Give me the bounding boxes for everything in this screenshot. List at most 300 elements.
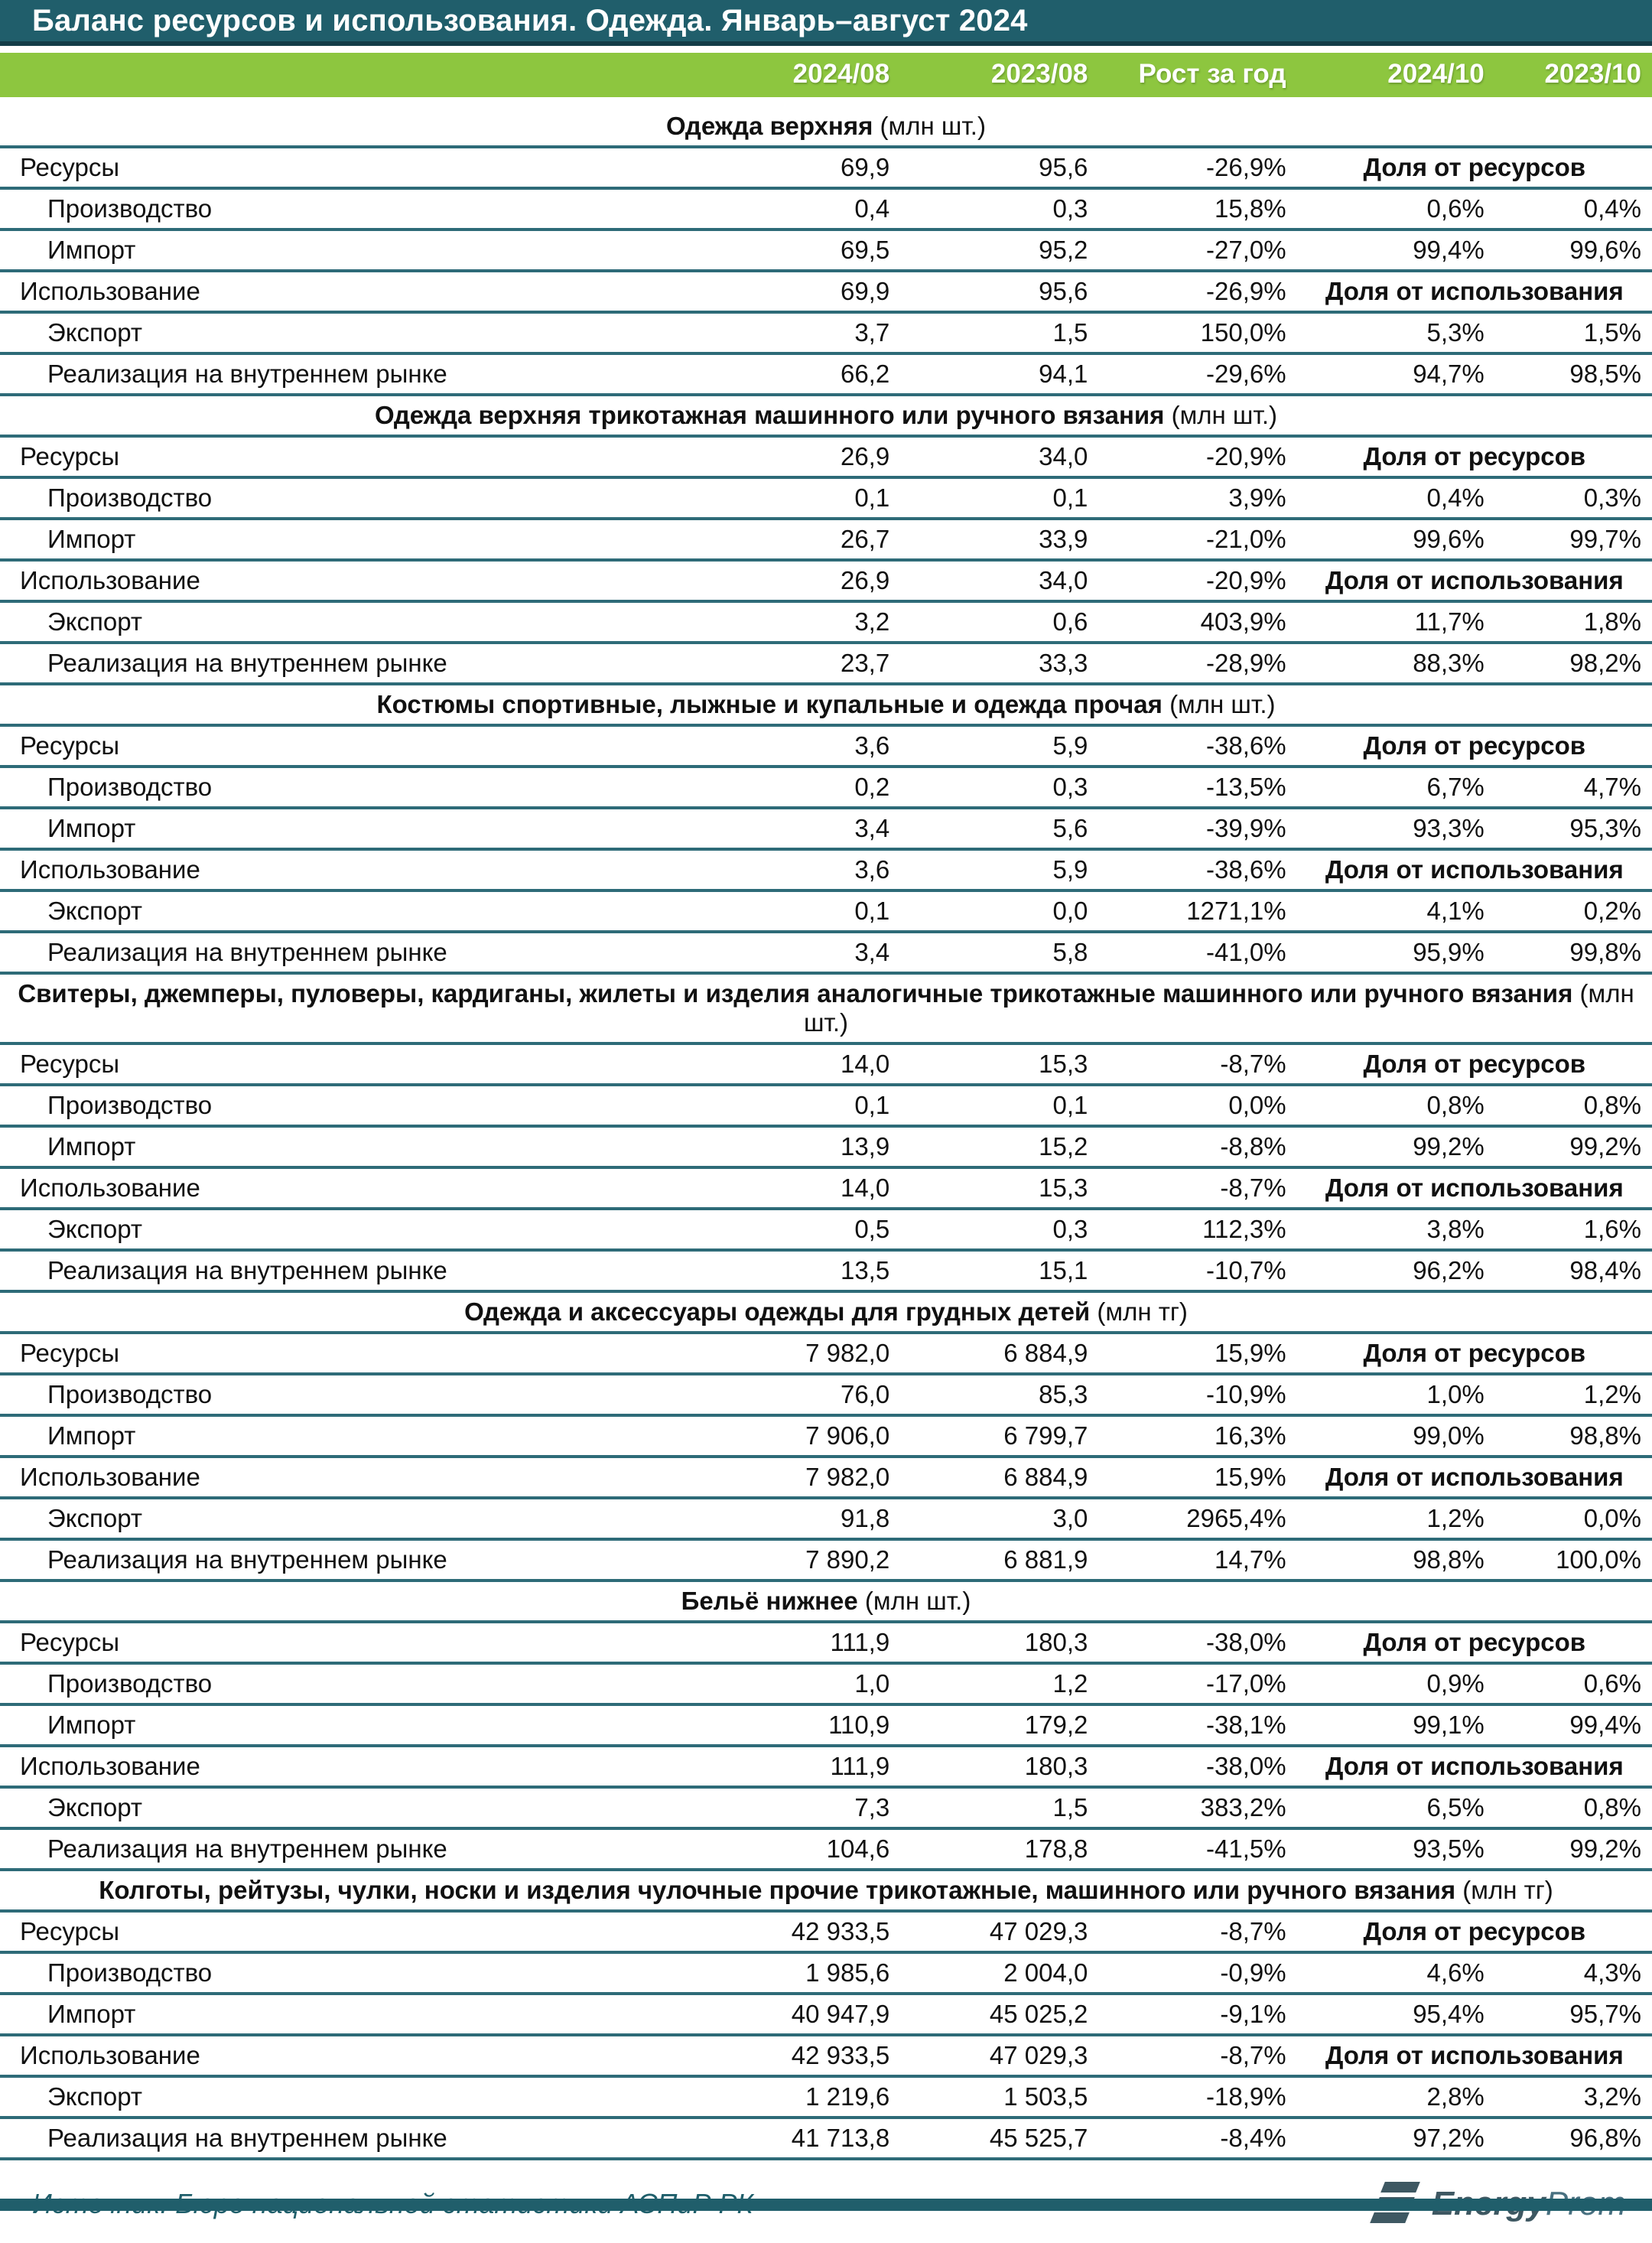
value-2024-08: 14,0 bbox=[840, 1050, 890, 1078]
growth-year-value: 15,9% bbox=[1215, 1339, 1286, 1367]
table-row bbox=[0, 643, 1652, 684]
share-2023-10: 0,8% bbox=[1583, 1793, 1641, 1821]
value-2023-08: 180,3 bbox=[1024, 1752, 1088, 1780]
row-label: Реализация на внутреннем рынке bbox=[47, 2124, 447, 2152]
value-2024-08: 3,7 bbox=[854, 318, 890, 347]
share-2023-10: 4,3% bbox=[1583, 1958, 1641, 1987]
growth-year-value: -8,7% bbox=[1220, 2041, 1286, 2069]
share-2024-10: 6,7% bbox=[1426, 773, 1485, 801]
row-label: Производство bbox=[47, 1380, 213, 1408]
section-title-row bbox=[0, 1291, 1652, 1333]
share-2024-10: 3,8% bbox=[1426, 1215, 1485, 1243]
row-label: Производство bbox=[47, 483, 213, 512]
share-header: Доля от использования bbox=[1325, 2041, 1624, 2069]
share-2024-10: 0,4% bbox=[1426, 483, 1485, 512]
section-title-row bbox=[0, 103, 1652, 148]
row-label: Использование bbox=[20, 277, 200, 305]
value-2024-08: 104,6 bbox=[826, 1834, 890, 1863]
column-header-2023-10: 2023/10 bbox=[1495, 50, 1652, 103]
share-2023-10: 99,4% bbox=[1569, 1711, 1641, 1739]
growth-year-value: 15,8% bbox=[1215, 194, 1286, 223]
growth-year-value: -10,7% bbox=[1206, 1256, 1286, 1284]
growth-year-value: -26,9% bbox=[1206, 153, 1286, 181]
table-row bbox=[0, 1746, 1652, 1787]
growth-year-value: -8,7% bbox=[1220, 1174, 1286, 1202]
value-2023-08: 95,6 bbox=[1039, 277, 1088, 305]
growth-year-value: -17,0% bbox=[1206, 1669, 1286, 1698]
column-header-2023-08: 2023/08 bbox=[900, 50, 1098, 103]
table-row bbox=[0, 271, 1652, 312]
value-2024-08: 3,6 bbox=[854, 855, 890, 884]
share-2024-10: 99,2% bbox=[1413, 1132, 1485, 1161]
value-2023-08: 15,1 bbox=[1039, 1256, 1088, 1284]
growth-year-value: -0,9% bbox=[1220, 1958, 1286, 1987]
share-2023-10: 95,3% bbox=[1569, 814, 1641, 842]
value-2024-08: 3,4 bbox=[854, 814, 890, 842]
value-2024-08: 26,9 bbox=[840, 442, 890, 470]
value-2023-08: 5,9 bbox=[1052, 855, 1088, 884]
share-2023-10: 0,6% bbox=[1583, 1669, 1641, 1698]
value-2024-08: 0,1 bbox=[854, 1091, 890, 1119]
share-2024-10: 5,3% bbox=[1426, 318, 1485, 347]
value-2023-08: 179,2 bbox=[1024, 1711, 1088, 1739]
section-title-row bbox=[0, 1870, 1652, 1911]
value-2023-08: 0,1 bbox=[1052, 483, 1088, 512]
growth-year-value: 112,3% bbox=[1202, 1215, 1286, 1243]
balance-table bbox=[0, 46, 1652, 2160]
value-2024-08: 1,0 bbox=[854, 1669, 890, 1698]
share-2024-10: 93,3% bbox=[1413, 814, 1485, 842]
share-2023-10: 1,6% bbox=[1583, 1215, 1641, 1243]
growth-year-value: -20,9% bbox=[1206, 566, 1286, 594]
value-2023-08: 5,6 bbox=[1052, 814, 1088, 842]
value-2024-08: 40 947,9 bbox=[791, 2000, 890, 2028]
share-2023-10: 0,0% bbox=[1583, 1504, 1641, 1532]
share-2024-10: 96,2% bbox=[1413, 1256, 1485, 1284]
table-row bbox=[0, 725, 1652, 767]
bottom-bar bbox=[0, 2199, 1652, 2211]
share-header: Доля от ресурсов bbox=[1363, 1628, 1586, 1656]
share-2023-10: 3,2% bbox=[1583, 2082, 1641, 2111]
value-2023-08: 47 029,3 bbox=[989, 1917, 1088, 1945]
share-header: Доля от ресурсов bbox=[1363, 1917, 1586, 1945]
value-2024-08: 69,5 bbox=[840, 236, 890, 264]
row-label: Экспорт bbox=[47, 318, 142, 347]
row-label: Реализация на внутреннем рынке bbox=[47, 938, 447, 966]
share-2024-10: 4,6% bbox=[1426, 1958, 1485, 1987]
table-row bbox=[0, 1167, 1652, 1209]
share-2023-10: 99,8% bbox=[1569, 938, 1641, 966]
share-2024-10: 11,7% bbox=[1414, 607, 1485, 636]
table-row bbox=[0, 767, 1652, 808]
title-bar bbox=[0, 0, 1652, 46]
value-2024-08: 7 906,0 bbox=[805, 1421, 890, 1450]
row-label: Использование bbox=[20, 855, 200, 884]
value-2023-08: 178,8 bbox=[1024, 1834, 1088, 1863]
growth-year-value: -9,1% bbox=[1220, 2000, 1286, 2028]
row-label: Импорт bbox=[47, 2000, 136, 2028]
growth-year-value: 15,9% bbox=[1215, 1463, 1286, 1491]
row-label: Использование bbox=[20, 566, 200, 594]
share-2023-10: 0,2% bbox=[1583, 897, 1641, 925]
table-row bbox=[0, 1498, 1652, 1539]
share-header: Доля от ресурсов bbox=[1363, 153, 1586, 181]
section-title: Одежда верхняя bbox=[666, 112, 873, 140]
section-title: Бельё нижнее bbox=[681, 1587, 858, 1615]
share-2023-10: 1,2% bbox=[1583, 1380, 1641, 1408]
section-title-row bbox=[0, 1581, 1652, 1622]
share-2023-10: 0,4% bbox=[1583, 194, 1641, 223]
section-title-cell bbox=[0, 1291, 1652, 1333]
row-label: Экспорт bbox=[47, 897, 142, 925]
section-unit: (млн шт.) bbox=[880, 112, 986, 140]
section-title-cell bbox=[0, 1870, 1652, 1911]
row-label: Использование bbox=[20, 2041, 200, 2069]
value-2023-08: 85,3 bbox=[1039, 1380, 1088, 1408]
value-2024-08: 3,4 bbox=[854, 938, 890, 966]
row-label: Реализация на внутреннем рынке bbox=[47, 1256, 447, 1284]
share-2024-10: 93,5% bbox=[1413, 1834, 1485, 1863]
growth-year-value: -26,9% bbox=[1206, 277, 1286, 305]
share-2024-10: 99,1% bbox=[1413, 1711, 1485, 1739]
table-row bbox=[0, 1828, 1652, 1870]
table-row bbox=[0, 1994, 1652, 2035]
share-2024-10: 2,8% bbox=[1426, 2082, 1485, 2111]
share-header: Доля от использования bbox=[1325, 277, 1624, 305]
growth-year-value: 2965,4% bbox=[1186, 1504, 1286, 1532]
row-label: Импорт bbox=[47, 236, 136, 264]
value-2024-08: 26,7 bbox=[840, 525, 890, 553]
table-row bbox=[0, 312, 1652, 353]
value-2024-08: 66,2 bbox=[840, 360, 890, 388]
row-label: Реализация на внутреннем рынке bbox=[47, 1545, 447, 1574]
row-label: Экспорт bbox=[47, 1504, 142, 1532]
growth-year-value: -18,9% bbox=[1206, 2082, 1286, 2111]
growth-year-value: 3,9% bbox=[1228, 483, 1286, 512]
section-title-row bbox=[0, 973, 1652, 1043]
growth-year-value: -8,7% bbox=[1220, 1917, 1286, 1945]
table-row bbox=[0, 1126, 1652, 1167]
share-2023-10: 99,2% bbox=[1569, 1132, 1641, 1161]
value-2023-08: 2 004,0 bbox=[1003, 1958, 1088, 1987]
table-row bbox=[0, 147, 1652, 188]
table-row bbox=[0, 1085, 1652, 1126]
value-2023-08: 0,1 bbox=[1052, 1091, 1088, 1119]
row-label: Производство bbox=[47, 194, 213, 223]
table-row bbox=[0, 1333, 1652, 1374]
value-2023-08: 95,2 bbox=[1039, 236, 1088, 264]
growth-year-value: -27,0% bbox=[1206, 236, 1286, 264]
share-2024-10: 95,9% bbox=[1413, 938, 1485, 966]
value-2024-08: 0,5 bbox=[854, 1215, 890, 1243]
row-label: Производство bbox=[47, 1091, 213, 1119]
value-2023-08: 33,3 bbox=[1039, 649, 1088, 677]
value-2023-08: 47 029,3 bbox=[989, 2041, 1088, 2069]
share-2023-10: 0,8% bbox=[1583, 1091, 1641, 1119]
share-2024-10: 99,4% bbox=[1413, 236, 1485, 264]
share-2023-10: 95,7% bbox=[1569, 2000, 1641, 2028]
row-label: Ресурсы bbox=[20, 1050, 120, 1078]
table-row bbox=[0, 436, 1652, 477]
value-2023-08: 34,0 bbox=[1039, 566, 1088, 594]
column-header-2024-08: 2024/08 bbox=[694, 50, 900, 103]
value-2023-08: 0,3 bbox=[1052, 194, 1088, 223]
row-label: Использование bbox=[20, 1174, 200, 1202]
share-2024-10: 0,8% bbox=[1426, 1091, 1485, 1119]
value-2024-08: 7,3 bbox=[854, 1793, 890, 1821]
share-2024-10: 99,0% bbox=[1413, 1421, 1485, 1450]
table-row bbox=[0, 1250, 1652, 1291]
table-row bbox=[0, 477, 1652, 519]
share-2023-10: 4,7% bbox=[1583, 773, 1641, 801]
table-row bbox=[0, 932, 1652, 973]
share-header: Доля от использования bbox=[1325, 855, 1624, 884]
value-2023-08: 1,5 bbox=[1052, 318, 1088, 347]
value-2024-08: 1 985,6 bbox=[805, 1958, 890, 1987]
row-label: Импорт bbox=[47, 1421, 136, 1450]
table-row bbox=[0, 1952, 1652, 1994]
share-header: Доля от ресурсов bbox=[1363, 731, 1586, 760]
value-2023-08: 5,9 bbox=[1052, 731, 1088, 760]
growth-year-value: 150,0% bbox=[1200, 318, 1286, 347]
value-2023-08: 6 799,7 bbox=[1003, 1421, 1088, 1450]
value-2024-08: 3,2 bbox=[854, 607, 890, 636]
growth-year-value: 1271,1% bbox=[1186, 897, 1286, 925]
value-2024-08: 23,7 bbox=[840, 649, 890, 677]
table-row bbox=[0, 1787, 1652, 1828]
value-2024-08: 13,9 bbox=[840, 1132, 890, 1161]
share-2023-10: 98,2% bbox=[1569, 649, 1641, 677]
growth-year-value: -38,6% bbox=[1206, 855, 1286, 884]
row-label: Реализация на внутреннем рынке bbox=[47, 649, 447, 677]
share-header: Доля от использования bbox=[1325, 566, 1624, 594]
columns-header-row bbox=[0, 50, 1652, 103]
share-2023-10: 1,8% bbox=[1583, 607, 1641, 636]
table-row bbox=[0, 188, 1652, 230]
row-label: Ресурсы bbox=[20, 1339, 120, 1367]
table-row bbox=[0, 1374, 1652, 1415]
share-2024-10: 94,7% bbox=[1413, 360, 1485, 388]
growth-year-value: -8,8% bbox=[1220, 1132, 1286, 1161]
section-title: Колготы, рейтузы, чулки, носки и изделия чулочные прочие трикотажные, машинного или ручного вязания bbox=[99, 1876, 1456, 1904]
value-2024-08: 111,9 bbox=[830, 1628, 890, 1656]
section-title: Свитеры, джемперы, пуловеры, кардиганы, жилеты и изделия аналогичные трикотажные машинного или ручного вязания bbox=[18, 979, 1573, 1008]
value-2023-08: 94,1 bbox=[1039, 360, 1088, 388]
share-2023-10: 98,4% bbox=[1569, 1256, 1641, 1284]
section-unit: (млн тг) bbox=[1462, 1876, 1553, 1904]
row-label: Реализация на внутреннем рынке bbox=[47, 1834, 447, 1863]
share-2024-10: 95,4% bbox=[1413, 2000, 1485, 2028]
growth-year-value: -8,7% bbox=[1220, 1050, 1286, 1078]
value-2024-08: 7 982,0 bbox=[805, 1463, 890, 1491]
growth-year-value: -39,9% bbox=[1206, 814, 1286, 842]
table-row bbox=[0, 601, 1652, 643]
growth-year-value: 383,2% bbox=[1200, 1793, 1286, 1821]
share-2024-10: 88,3% bbox=[1413, 649, 1485, 677]
growth-year-value: -38,1% bbox=[1206, 1711, 1286, 1739]
row-label: Импорт bbox=[47, 525, 136, 553]
share-header: Доля от ресурсов bbox=[1363, 442, 1586, 470]
value-2023-08: 0,6 bbox=[1052, 607, 1088, 636]
value-2023-08: 45 525,7 bbox=[989, 2124, 1088, 2152]
table-row bbox=[0, 2118, 1652, 2159]
share-2024-10: 99,6% bbox=[1413, 525, 1485, 553]
row-label: Реализация на внутреннем рынке bbox=[47, 360, 447, 388]
value-2023-08: 6 884,9 bbox=[1003, 1463, 1088, 1491]
growth-year-value: 14,7% bbox=[1215, 1545, 1286, 1574]
value-2024-08: 3,6 bbox=[854, 731, 890, 760]
section-title-cell bbox=[0, 684, 1652, 725]
section-title: Одежда и аксессуары одежды для грудных детей bbox=[464, 1297, 1091, 1326]
section-title: Одежда верхняя трикотажная машинного или ручного вязания bbox=[374, 401, 1165, 429]
value-2023-08: 0,3 bbox=[1052, 773, 1088, 801]
section-unit: (млн шт.) bbox=[864, 1587, 971, 1615]
value-2024-08: 69,9 bbox=[840, 153, 890, 181]
share-2023-10: 96,8% bbox=[1569, 2124, 1641, 2152]
value-2023-08: 34,0 bbox=[1039, 442, 1088, 470]
value-2023-08: 1 503,5 bbox=[1003, 2082, 1088, 2111]
value-2023-08: 15,3 bbox=[1039, 1174, 1088, 1202]
growth-year-value: -38,0% bbox=[1206, 1628, 1286, 1656]
table-row bbox=[0, 2035, 1652, 2076]
share-2023-10: 100,0% bbox=[1556, 1545, 1641, 1574]
table-row bbox=[0, 890, 1652, 932]
table-row bbox=[0, 1704, 1652, 1746]
section-title-cell bbox=[0, 395, 1652, 436]
value-2024-08: 7 982,0 bbox=[805, 1339, 890, 1367]
value-2024-08: 91,8 bbox=[840, 1504, 890, 1532]
table-row bbox=[0, 1043, 1652, 1085]
table-row bbox=[0, 1415, 1652, 1457]
growth-year-value: -29,6% bbox=[1206, 360, 1286, 388]
growth-year-value: 0,0% bbox=[1228, 1091, 1286, 1119]
value-2023-08: 33,9 bbox=[1039, 525, 1088, 553]
value-2024-08: 41 713,8 bbox=[791, 2124, 890, 2152]
share-2024-10: 97,2% bbox=[1413, 2124, 1485, 2152]
growth-year-value: -28,9% bbox=[1206, 649, 1286, 677]
growth-year-value: -20,9% bbox=[1206, 442, 1286, 470]
section-title-row bbox=[0, 395, 1652, 436]
growth-year-value: -10,9% bbox=[1206, 1380, 1286, 1408]
share-2023-10: 99,7% bbox=[1569, 525, 1641, 553]
share-2024-10: 1,2% bbox=[1426, 1504, 1485, 1532]
table-row bbox=[0, 560, 1652, 601]
value-2023-08: 6 881,9 bbox=[1003, 1545, 1088, 1574]
table-row bbox=[0, 1457, 1652, 1498]
share-2023-10: 98,8% bbox=[1569, 1421, 1641, 1450]
value-2023-08: 15,2 bbox=[1039, 1132, 1088, 1161]
table-row bbox=[0, 849, 1652, 890]
share-2024-10: 4,1% bbox=[1426, 897, 1485, 925]
row-label: Ресурсы bbox=[20, 153, 120, 181]
share-2024-10: 0,6% bbox=[1426, 194, 1485, 223]
growth-year-value: -41,0% bbox=[1206, 938, 1286, 966]
table-row bbox=[0, 230, 1652, 271]
section-unit: (млн шт.) bbox=[1169, 690, 1276, 718]
growth-year-value: -21,0% bbox=[1206, 525, 1286, 553]
share-header: Доля от ресурсов bbox=[1363, 1050, 1586, 1078]
page-title: Баланс ресурсов и использования. Одежда. Январь–август 2024 bbox=[32, 3, 1028, 37]
share-header: Доля от ресурсов bbox=[1363, 1339, 1586, 1367]
row-label: Экспорт bbox=[47, 2082, 142, 2111]
row-label: Экспорт bbox=[47, 607, 142, 636]
row-label: Ресурсы bbox=[20, 1628, 120, 1656]
row-label: Импорт bbox=[47, 1132, 136, 1161]
growth-year-value: -38,6% bbox=[1206, 731, 1286, 760]
value-2023-08: 95,6 bbox=[1039, 153, 1088, 181]
value-2024-08: 14,0 bbox=[840, 1174, 890, 1202]
row-label: Производство bbox=[47, 1669, 213, 1698]
row-label: Использование bbox=[20, 1463, 200, 1491]
value-2024-08: 111,9 bbox=[830, 1752, 890, 1780]
section-title-row bbox=[0, 684, 1652, 725]
share-2024-10: 98,8% bbox=[1413, 1545, 1485, 1574]
share-2024-10: 1,0% bbox=[1426, 1380, 1485, 1408]
row-label: Использование bbox=[20, 1752, 200, 1780]
share-header: Доля от использования bbox=[1325, 1463, 1624, 1491]
share-2024-10: 0,9% bbox=[1426, 1669, 1485, 1698]
value-2023-08: 180,3 bbox=[1024, 1628, 1088, 1656]
growth-year-value: 16,3% bbox=[1215, 1421, 1286, 1450]
section-title: Костюмы спортивные, лыжные и купальные и одежда прочая bbox=[376, 690, 1163, 718]
row-label: Импорт bbox=[47, 814, 136, 842]
row-label: Ресурсы bbox=[20, 731, 120, 760]
section-title-cell bbox=[0, 1581, 1652, 1622]
share-2023-10: 1,5% bbox=[1583, 318, 1641, 347]
growth-year-value: -38,0% bbox=[1206, 1752, 1286, 1780]
row-label: Ресурсы bbox=[20, 442, 120, 470]
value-2024-08: 7 890,2 bbox=[805, 1545, 890, 1574]
row-label: Производство bbox=[47, 773, 213, 801]
growth-year-value: 403,9% bbox=[1200, 607, 1286, 636]
share-2023-10: 99,2% bbox=[1569, 1834, 1641, 1863]
share-2023-10: 0,3% bbox=[1583, 483, 1641, 512]
value-2024-08: 76,0 bbox=[840, 1380, 890, 1408]
value-2023-08: 0,0 bbox=[1052, 897, 1088, 925]
value-2024-08: 1 219,6 bbox=[805, 2082, 890, 2111]
table-row bbox=[0, 808, 1652, 849]
column-header-growth: Рост за год bbox=[1098, 50, 1296, 103]
table-row bbox=[0, 1663, 1652, 1704]
section-unit: (млн шт.) bbox=[803, 979, 1634, 1037]
section-unit: (млн тг) bbox=[1097, 1297, 1188, 1326]
value-2023-08: 1,5 bbox=[1052, 1793, 1088, 1821]
value-2023-08: 3,0 bbox=[1052, 1504, 1088, 1532]
value-2024-08: 13,5 bbox=[840, 1256, 890, 1284]
section-unit: (млн шт.) bbox=[1171, 401, 1278, 429]
table-row bbox=[0, 1622, 1652, 1663]
row-label: Экспорт bbox=[47, 1215, 142, 1243]
share-header: Доля от использования bbox=[1325, 1174, 1624, 1202]
growth-year-value: -41,5% bbox=[1206, 1834, 1286, 1863]
growth-year-value: -8,4% bbox=[1220, 2124, 1286, 2152]
value-2024-08: 42 933,5 bbox=[791, 2041, 890, 2069]
share-header: Доля от использования bbox=[1325, 1752, 1624, 1780]
value-2024-08: 0,1 bbox=[854, 483, 890, 512]
column-header-empty bbox=[0, 50, 694, 103]
value-2024-08: 42 933,5 bbox=[791, 1917, 890, 1945]
value-2023-08: 0,3 bbox=[1052, 1215, 1088, 1243]
value-2024-08: 0,2 bbox=[854, 773, 890, 801]
value-2023-08: 1,2 bbox=[1052, 1669, 1088, 1698]
section-title-cell bbox=[0, 103, 1652, 148]
table-row bbox=[0, 1911, 1652, 1952]
value-2023-08: 6 884,9 bbox=[1003, 1339, 1088, 1367]
row-label: Экспорт bbox=[47, 1793, 142, 1821]
row-label: Ресурсы bbox=[20, 1917, 120, 1945]
value-2024-08: 26,9 bbox=[840, 566, 890, 594]
value-2024-08: 0,1 bbox=[854, 897, 890, 925]
